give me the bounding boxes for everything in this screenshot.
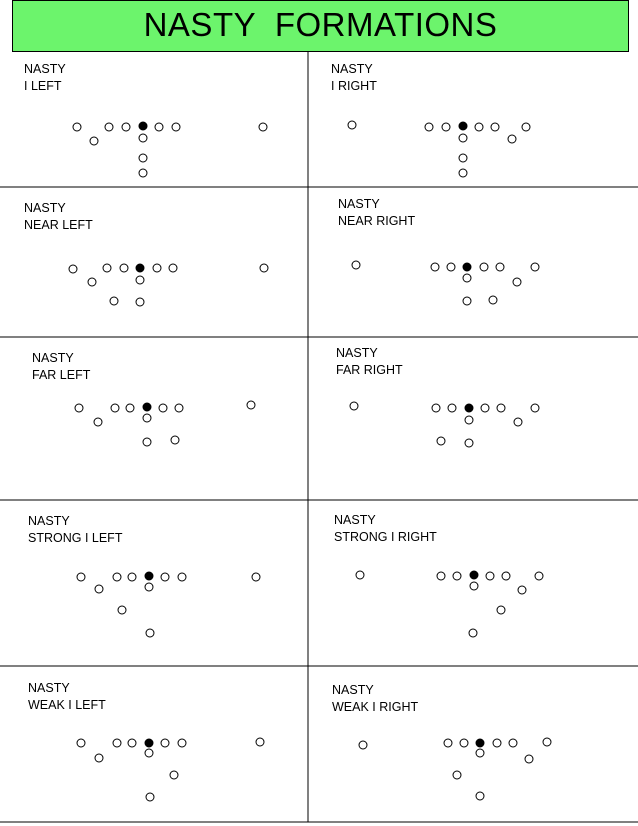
player-marker	[103, 264, 111, 272]
player-marker	[69, 265, 77, 273]
formation-label-line1: NASTY	[336, 346, 378, 360]
player-marker	[247, 401, 255, 409]
player-marker	[444, 739, 452, 747]
formation-label-line2: I RIGHT	[331, 79, 377, 93]
player-marker	[491, 123, 499, 131]
player-marker	[256, 738, 264, 746]
player-marker	[111, 404, 119, 412]
player-marker	[155, 123, 163, 131]
player-marker	[259, 123, 267, 131]
player-marker	[460, 739, 468, 747]
player-marker	[113, 739, 121, 747]
formation-label-line2: STRONG I LEFT	[28, 531, 123, 545]
formation-label-line1: NASTY	[334, 513, 376, 527]
player-marker	[153, 264, 161, 272]
player-marker	[497, 404, 505, 412]
player-marker	[475, 123, 483, 131]
formation-label-weak-i-right	[332, 682, 418, 716]
player-marker	[493, 739, 501, 747]
formation-label-line1: NASTY	[332, 683, 374, 697]
formation-label-far-right	[336, 345, 403, 379]
player-marker	[146, 793, 154, 801]
player-marker	[481, 404, 489, 412]
player-marker	[518, 586, 526, 594]
formation-label-line2: FAR RIGHT	[336, 363, 403, 377]
player-marker	[465, 416, 473, 424]
player-marker	[136, 298, 144, 306]
formation-label-line1: NASTY	[24, 201, 66, 215]
center-marker	[463, 263, 471, 271]
player-marker	[175, 404, 183, 412]
player-marker	[463, 274, 471, 282]
center-marker	[470, 571, 478, 579]
player-marker	[143, 414, 151, 422]
player-marker	[522, 123, 530, 131]
player-marker	[120, 264, 128, 272]
player-marker	[535, 572, 543, 580]
center-marker	[465, 404, 473, 412]
player-marker	[508, 135, 516, 143]
center-marker	[136, 264, 144, 272]
center-marker	[476, 739, 484, 747]
formation-label-line2: NEAR RIGHT	[338, 214, 416, 228]
player-marker	[453, 572, 461, 580]
player-marker	[171, 436, 179, 444]
formation-label-line1: NASTY	[24, 62, 66, 76]
player-marker	[118, 606, 126, 614]
player-marker	[161, 739, 169, 747]
player-marker	[90, 137, 98, 145]
formation-label-strong-i-left	[28, 513, 122, 547]
player-marker	[139, 154, 147, 162]
player-marker	[356, 571, 364, 579]
formation-label-line2: STRONG I RIGHT	[334, 530, 437, 544]
player-marker	[95, 585, 103, 593]
player-marker	[88, 278, 96, 286]
player-marker	[161, 573, 169, 581]
formation-label-line2: I LEFT	[24, 79, 62, 93]
player-marker	[476, 792, 484, 800]
player-marker	[447, 263, 455, 271]
player-marker	[531, 263, 539, 271]
player-marker	[94, 418, 102, 426]
player-marker	[459, 169, 467, 177]
player-marker	[442, 123, 450, 131]
formation-label-far-left	[32, 350, 90, 384]
player-marker	[122, 123, 130, 131]
formation-label-line1: NASTY	[331, 62, 373, 76]
player-marker	[146, 629, 154, 637]
player-marker	[73, 123, 81, 131]
formation-label-line1: NASTY	[28, 681, 70, 695]
formation-label-line2: WEAK I RIGHT	[332, 700, 419, 714]
player-marker	[469, 629, 477, 637]
player-marker	[543, 738, 551, 746]
player-marker	[352, 261, 360, 269]
player-marker	[463, 297, 471, 305]
player-marker	[489, 296, 497, 304]
player-marker	[77, 739, 85, 747]
player-marker	[459, 134, 467, 142]
player-marker	[525, 755, 533, 763]
player-marker	[470, 582, 478, 590]
player-marker	[75, 404, 83, 412]
formation-label-line1: NASTY	[32, 351, 74, 365]
center-marker	[145, 572, 153, 580]
player-marker	[170, 771, 178, 779]
player-marker	[437, 437, 445, 445]
player-marker	[145, 749, 153, 757]
player-marker	[139, 169, 147, 177]
player-marker	[531, 404, 539, 412]
formation-label-line2: WEAK I LEFT	[28, 698, 106, 712]
formation-label-weak-i-left	[28, 680, 106, 714]
player-marker	[465, 439, 473, 447]
player-marker	[260, 264, 268, 272]
formation-label-line2: FAR LEFT	[32, 368, 91, 382]
player-marker	[95, 754, 103, 762]
center-marker	[143, 403, 151, 411]
center-marker	[139, 122, 147, 130]
player-marker	[110, 297, 118, 305]
formation-label-i-left	[24, 61, 66, 95]
player-marker	[486, 572, 494, 580]
player-marker	[126, 404, 134, 412]
formation-label-line1: NASTY	[28, 514, 70, 528]
player-marker	[128, 739, 136, 747]
player-marker	[497, 606, 505, 614]
player-marker	[145, 583, 153, 591]
player-marker	[431, 263, 439, 271]
player-marker	[448, 404, 456, 412]
player-marker	[159, 404, 167, 412]
formation-label-i-right	[331, 61, 377, 95]
player-marker	[514, 418, 522, 426]
center-marker	[145, 739, 153, 747]
player-marker	[143, 438, 151, 446]
formation-label-near-right	[338, 196, 415, 230]
formation-label-near-left	[24, 200, 93, 234]
player-marker	[136, 276, 144, 284]
formation-label-line1: NASTY	[338, 197, 380, 211]
player-marker	[113, 573, 121, 581]
player-marker	[459, 154, 467, 162]
player-marker	[77, 573, 85, 581]
player-marker	[476, 749, 484, 757]
player-marker	[432, 404, 440, 412]
page-title: NASTY FORMATIONS	[143, 6, 498, 43]
formation-label-line2: NEAR LEFT	[24, 218, 93, 232]
player-marker	[513, 278, 521, 286]
player-marker	[178, 739, 186, 747]
formation-label-strong-i-right	[334, 512, 437, 546]
player-marker	[480, 263, 488, 271]
player-marker	[502, 572, 510, 580]
player-marker	[350, 402, 358, 410]
player-marker	[172, 123, 180, 131]
player-marker	[105, 123, 113, 131]
player-marker	[496, 263, 504, 271]
player-marker	[359, 741, 367, 749]
player-marker	[252, 573, 260, 581]
player-marker	[139, 134, 147, 142]
player-marker	[178, 573, 186, 581]
player-marker	[169, 264, 177, 272]
center-marker	[459, 122, 467, 130]
player-marker	[509, 739, 517, 747]
player-marker	[425, 123, 433, 131]
player-marker	[453, 771, 461, 779]
player-marker	[128, 573, 136, 581]
player-marker	[437, 572, 445, 580]
player-marker	[348, 121, 356, 129]
